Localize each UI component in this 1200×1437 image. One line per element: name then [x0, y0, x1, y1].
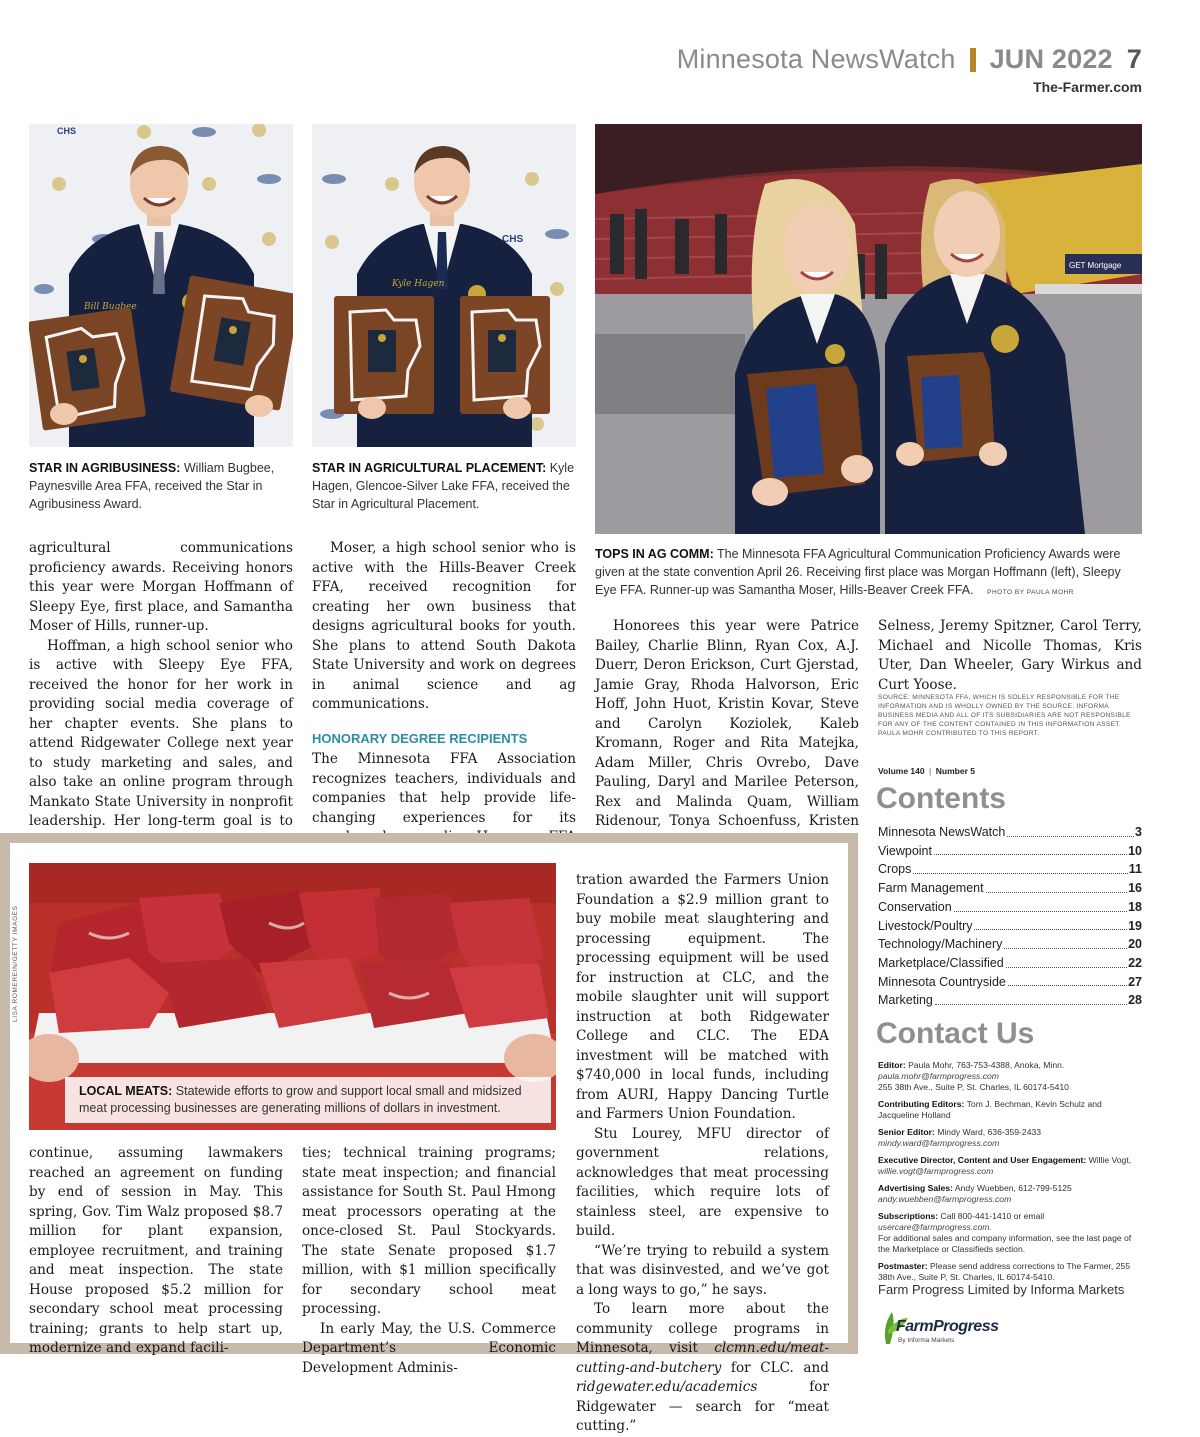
- article-paragraph: Moser, a high school senior who is active with the Hills-Beaver Creek FFA, received recognition for creating her own business that designs agricultural books for youth. She plans to attend South Dakota State University and work on degrees in animal science and ag communications.: [312, 540, 576, 712]
- bugbee-photo-illustration: [29, 124, 293, 447]
- photo-ag-comm: [595, 124, 1142, 534]
- toc-item: [878, 973, 1142, 992]
- toc-item: [878, 842, 1142, 861]
- photo-hagen: [312, 124, 576, 447]
- toc-label: Technology/Machinery: [878, 937, 1003, 952]
- contact-text: Willie Vogt,: [1086, 1155, 1132, 1165]
- contact-title: Contact Us: [876, 1017, 1035, 1050]
- article-paragraph: Honorees this year were Patrice Bailey, Charlie Blinn, Ryan Cox, A.J. Duerr, Deron Erickson, Curt Gjerstad, Jamie Gray, Rhoda Halvorson, Eric Hoff, John Huot, Kristin Kovar, Steve and Carolyn Koziolek, Kaleb Kromann, Roger and Rita Matejka, Adam Miller, Chris Ovrebo, Dave Pauling, Daryl and Marilee Peterson, Rex and Malinda Quam, William Ridenour, Tonya Schoenfuss, Kristen: [595, 618, 859, 829]
- toc-leader: [974, 917, 1127, 931]
- page-number: 7: [1126, 44, 1142, 74]
- caption-ag-comm: [595, 545, 1142, 602]
- contact-email[interactable]: paula.mohr@farmprogress.com: [878, 1071, 999, 1081]
- toc-page: 27: [1128, 974, 1142, 989]
- article-paragraph: ties; technical training programs; state meat inspection; and financial assistance for South St. Paul Hmong meat processors operating at the once-closed St. Paul Stockyards. The state Senate proposed $1.7 million, with $1 million specifically for secondary school meat processing.: [302, 1145, 556, 1317]
- toc-leader: [986, 879, 1127, 893]
- text-run: for Ridgewater — search for “meat cutting.”: [576, 1379, 829, 1434]
- contact-entry: [878, 1155, 1142, 1177]
- contact-role: Senior Editor:: [878, 1127, 935, 1137]
- hagen-jacket-name: Kyle Hagen: [392, 279, 445, 289]
- caption-meats: [65, 1077, 551, 1123]
- article-paragraph: Hoffman, a high school senior who is active with Sleepy Eye FFA, received the honor for her work in providing social media coverage of her chapter events. She plans to attend Ridgewater College next year to study marketing and sales, and also take an online program through Mankato State University in nonprofit leadership. Her long-term goal is to: [29, 637, 293, 829]
- article-paragraph: In early May, the U.S. Commerce Department’s Economic Development Adminis-: [302, 1320, 556, 1376]
- caption-bugbee-body: William Bugbee, Paynesville Area FFA, received the Star in Agribusiness Award.: [29, 461, 275, 511]
- farm-progress-logo: [878, 1304, 1018, 1348]
- caption-meats-head: LOCAL MEATS:: [79, 1084, 173, 1098]
- contact-entry: [878, 1127, 1142, 1149]
- toc-item: [878, 991, 1142, 1010]
- contact-role: Postmaster:: [878, 1261, 928, 1271]
- toc-label: Farm Management: [878, 881, 984, 896]
- contact-role: Executive Director, Content and User Engagement:: [878, 1155, 1087, 1165]
- toc-label: Viewpoint: [878, 843, 932, 858]
- article-paragraph: The Minnesota FFA Association recognizes teachers, individuals and companies that help provide life-changing experiences for its: [312, 751, 576, 826]
- toc-label: Livestock/Poultry: [878, 918, 973, 933]
- photo-credit-mohr: PHOTO BY PAULA MOHR: [987, 589, 1074, 596]
- toc-label: Marketing: [878, 993, 933, 1008]
- toc-leader: [935, 991, 1127, 1005]
- site-url: The-Farmer.com: [1033, 79, 1142, 95]
- text-run: To learn more about the community college programs in Minnesota, visit: [576, 1301, 829, 1356]
- contact-text: Please send address corrections to The Farmer, 255 38th Ave., Suite P, St. Charles, IL 60174-5410.: [878, 1261, 1131, 1282]
- toc-page: 18: [1128, 899, 1142, 914]
- toc-label: Conservation: [878, 899, 952, 914]
- contact-text: Andy Wuebben, 612-799-5125: [952, 1183, 1072, 1193]
- svg-text:CHS: CHS: [57, 126, 77, 136]
- article-top-col4: [878, 617, 1142, 695]
- article-box-col1: [29, 1144, 283, 1359]
- caption-hagen-head: STAR IN AGRICULTURAL PLACEMENT:: [312, 461, 547, 475]
- contact-email[interactable]: andy.wuebben@farmprogress.com: [878, 1194, 1012, 1204]
- toc-label: Crops: [878, 862, 912, 877]
- text-run: for CLC. and: [721, 1359, 829, 1376]
- caption-ag-comm-body: The Minnesota FFA Agricultural Communication Proficiency Awards were given at the state convention April 26. Receiving first place was Morgan Hoffmann (left), Sleepy Eye FFA. Runner-up was Samantha Moser, Hills-Beaver Creek FFA.: [595, 547, 1121, 597]
- toc-leader: [913, 860, 1127, 874]
- photo-credit-meats-wrap: [12, 862, 26, 1022]
- bugbee-jacket-name: Bill Bugbee: [84, 302, 137, 312]
- toc-item: [878, 823, 1142, 842]
- table-of-contents: [878, 823, 1142, 1010]
- photo-meats: [29, 863, 556, 1130]
- logo-subtext: By Informa Markets: [898, 1337, 955, 1344]
- plaque-left: [334, 296, 434, 414]
- toc-item: [878, 879, 1142, 898]
- article-paragraph: Stu Lourey, MFU director of government relations, acknowledges that meat processing facilities, which require lots of stainless steel, are expensive to build.: [576, 1125, 829, 1239]
- toc-leader: [1004, 935, 1127, 949]
- toc-label: Marketplace/Classified: [878, 955, 1004, 970]
- toc-page: 16: [1128, 881, 1142, 896]
- toc-item: [878, 954, 1142, 973]
- contact-entry: [878, 1211, 1142, 1255]
- toc-item: [878, 935, 1142, 954]
- caption-meats-body: Statewide efforts to grow and support local small and midsized meat processing businesses are generating millions of dollars in investment.: [79, 1084, 522, 1115]
- number-label: Number 5: [935, 766, 975, 776]
- svg-text:CHS: CHS: [502, 234, 524, 245]
- contact-email[interactable]: usercare@farmprogress.com.: [878, 1222, 992, 1232]
- contact-entry: [878, 1183, 1142, 1205]
- article-top-col2: [312, 539, 576, 867]
- plaque-left: [29, 307, 146, 430]
- contact-entry: [878, 1060, 1142, 1093]
- toc-page: 11: [1128, 862, 1142, 877]
- contact-text: Tom J. Bechman, Kevin Schulz and Jacqueline Holland: [878, 1099, 1102, 1120]
- caption-bugbee: [29, 459, 293, 513]
- article-paragraph: [576, 1300, 829, 1437]
- ag-comm-photo-illustration: [595, 124, 1142, 534]
- toc-leader: [934, 842, 1127, 856]
- article-top-col3: [595, 617, 859, 851]
- toc-page: 20: [1128, 937, 1142, 952]
- toc-leader: [1006, 954, 1127, 968]
- article-paragraph: “We’re trying to rebuild a system that was disinvested, and we’ve got a long ways to go,” he says.: [576, 1242, 829, 1298]
- contact-text: Paula Mohr, 763-753-4388, Anoka, Minn.: [905, 1060, 1065, 1070]
- sign-get-mortgage: GET Mortgage: [1069, 261, 1122, 270]
- toc-item: [878, 860, 1142, 879]
- toc-page: 28: [1128, 993, 1142, 1008]
- link-ridgewater[interactable]: ridgewater.edu/academics: [576, 1379, 758, 1395]
- subhead-honorary: HONORARY DEGREE RECIPIENTS: [312, 730, 528, 746]
- plaque-right: [460, 296, 550, 414]
- contact-list: [878, 1060, 1142, 1289]
- toc-page: 22: [1128, 955, 1142, 970]
- article-paragraph: agricultural communications proficiency awards. Receiving honors this year were Morgan Hoffmann of Sleepy Eye, first place, and Samantha Moser of Hills, runner-up.: [29, 540, 293, 634]
- contact-role: Editor:: [878, 1060, 906, 1070]
- toc-item: [878, 898, 1142, 917]
- caption-bugbee-head: STAR IN AGRIBUSINESS:: [29, 461, 181, 475]
- article-top-col1: [29, 539, 293, 871]
- caption-ag-comm-head: TOPS IN AG COMM:: [595, 547, 714, 561]
- plaque-right: [170, 275, 293, 411]
- contact-extra: For additional sales and company information, see the last page of the Marketplace or Classifieds section.: [878, 1233, 1132, 1254]
- contact-text: Mindy Ward, 636-359-2433: [934, 1127, 1042, 1137]
- toc-leader: [954, 898, 1127, 912]
- article-paragraph: continue, assuming lawmakers reached an agreement on funding by end of session in May. This spring, Gov. Tim Walz proposed $8.7 million for plant expansion, employee recruitment, and training and meat inspection. The state House proposed $5.2 million for secondary school meat processing training; grants to help start up, modernize and expand facili-: [29, 1145, 283, 1356]
- volume-label: Volume 140: [878, 766, 925, 776]
- caption-hagen: [312, 459, 576, 513]
- contact-role: Subscriptions:: [878, 1211, 939, 1221]
- caption-hagen-body: Kyle Hagen, Glencoe-Silver Lake FFA, received the Star in Agricultural Placement.: [312, 461, 575, 511]
- photo-bugbee: [29, 124, 293, 447]
- issue-date: JUN 2022: [989, 44, 1113, 74]
- hagen-photo-illustration: [312, 124, 576, 447]
- toc-leader: [1007, 823, 1134, 837]
- publisher-line: Farm Progress Limited by Informa Markets: [878, 1282, 1125, 1297]
- contact-email[interactable]: mindy.ward@farmprogress.com: [878, 1138, 1000, 1148]
- contact-role: Advertising Sales:: [878, 1183, 953, 1193]
- toc-leader: [1008, 973, 1127, 987]
- masthead: [677, 44, 1142, 95]
- contact-email[interactable]: willie.vogt@farmprogress.com: [878, 1166, 994, 1176]
- toc-page: 19: [1128, 918, 1142, 933]
- article-paragraph: tration awarded the Farmers Union Foundation a $2.9 million grant to buy mobile meat slaughtering and processing equipment. The processing equipment will be used for instruction at CLC, and the mobile slaughter unit will support instruction at both Ridgewater College and CLC. The EDA investment will be matched with $740,000 in local funds, including from AURI, Happy Dancing Turtle and Farmers Union Foundation.: [576, 872, 829, 1122]
- link-clc[interactable]: clcmn.edu/meat-cutting-and-butchery: [576, 1340, 829, 1376]
- contact-entry: [878, 1261, 1142, 1283]
- masthead-divider: [970, 48, 976, 72]
- section-title: Minnesota NewsWatch: [676, 44, 956, 74]
- logo-text: FarmProgress: [896, 1318, 999, 1335]
- article-box-col3: [576, 871, 829, 1437]
- contents-title: Contents: [876, 782, 1006, 815]
- article-paragraph: Selness, Jeremy Spitzner, Carol Terry, Michael and Nicolle Thomas, Kris Uter, Dan Wheeler, Gary Wirkus and Curt Yoose.: [878, 618, 1142, 693]
- photo-credit-meats: LISA ROMEREIN/GETTY IMAGES: [12, 905, 19, 1022]
- article-box-col2: [302, 1144, 556, 1378]
- volume-info: Volume 140 | Number 5: [878, 766, 975, 776]
- contact-role: Contributing Editors:: [878, 1099, 965, 1109]
- toc-page: 3: [1135, 825, 1142, 839]
- toc-item: [878, 917, 1142, 936]
- toc-label: Minnesota NewsWatch: [878, 825, 1006, 839]
- source-note: SOURCE: MINNESOTA FFA, WHICH IS SOLELY RESPONSIBLE FOR THE INFORMATION AND IS WHOLLY OWNED BY THE SOURCE. INFORMA BUSINESS MEDIA AND ALL OF ITS SUBSIDIARIES ARE NOT RESPONSIBLE FOR ANY OF THE CONTENT CONTAINED IN THIS INFORMATION ASSET. PAULA MOHR CONTRIBUTED TO THIS REPORT.: [878, 694, 1131, 737]
- toc-label: Minnesota Countryside: [878, 974, 1006, 989]
- contact-extra: 255 38th Ave., Suite P, St. Charles, IL 60174-5410: [878, 1082, 1069, 1092]
- toc-page: 10: [1128, 843, 1142, 858]
- contact-text: Call 800-441-1410 or email: [938, 1211, 1045, 1221]
- contact-entry: [878, 1099, 1142, 1121]
